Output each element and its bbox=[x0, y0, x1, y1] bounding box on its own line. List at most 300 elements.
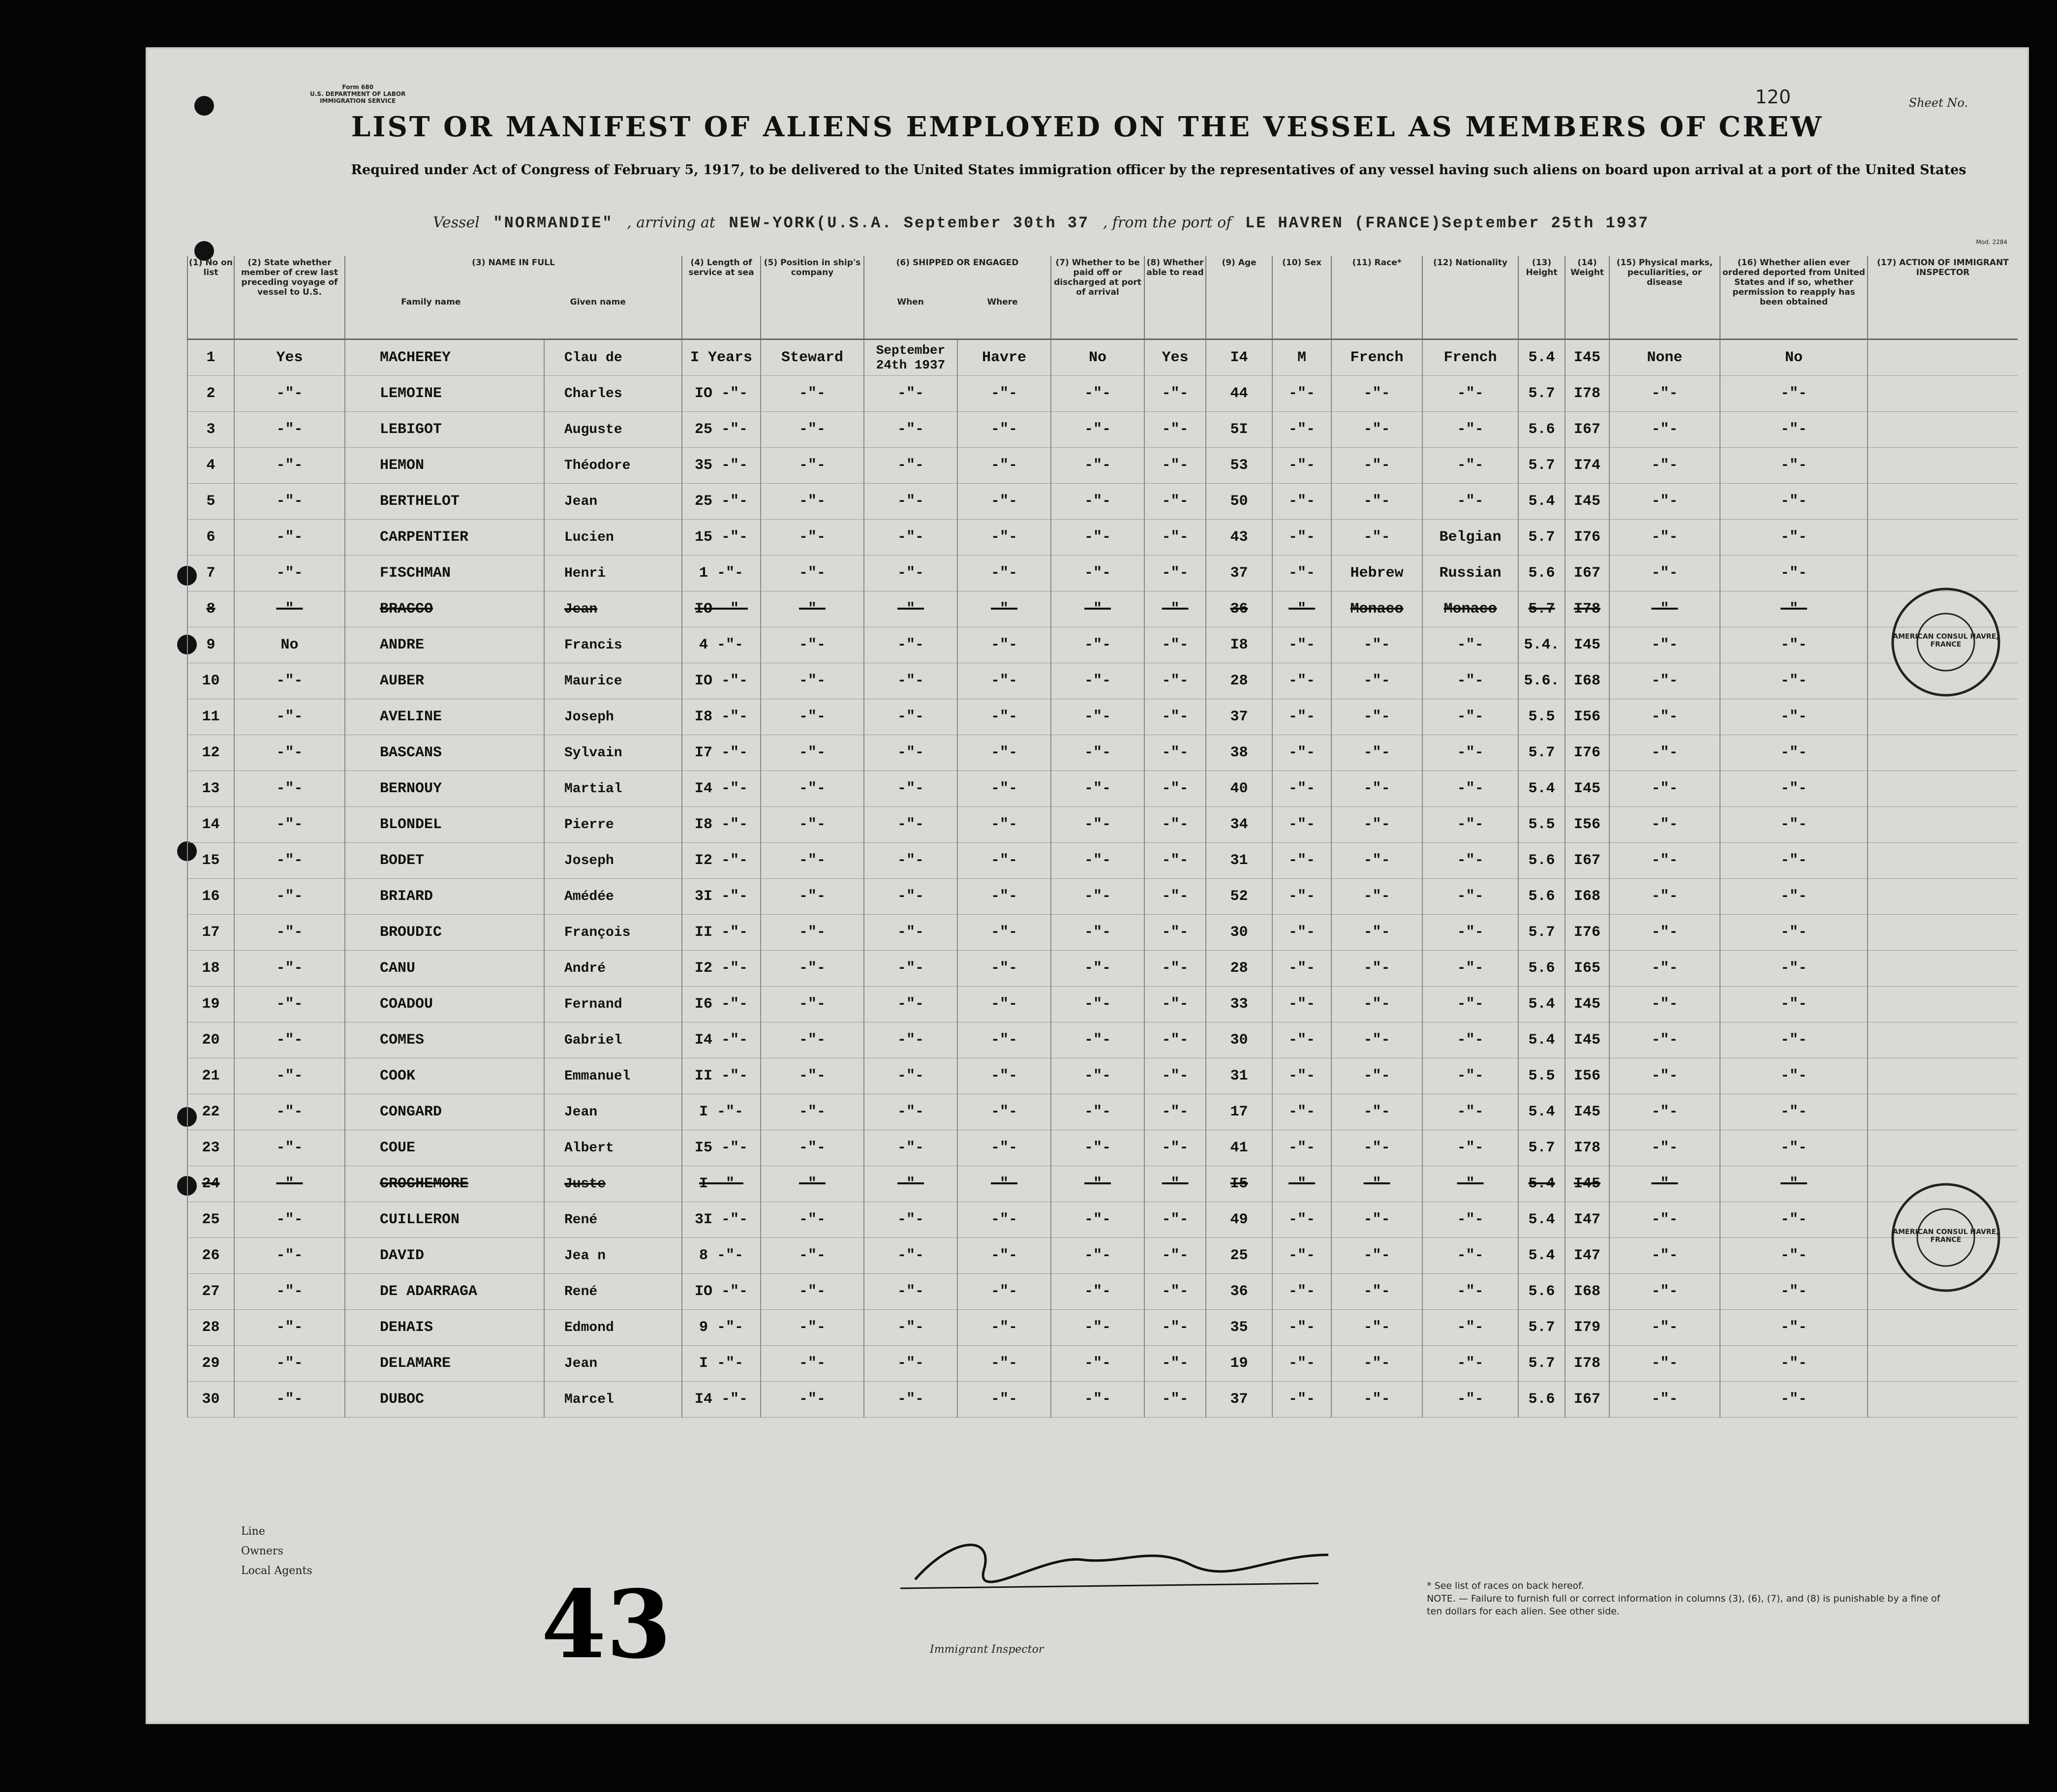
paid-off-cell: -"- bbox=[1051, 412, 1144, 448]
shipped-when-cell: -"- bbox=[864, 699, 957, 735]
row-number-cell: 2 bbox=[187, 376, 234, 412]
service-length-cell: I Years bbox=[682, 340, 761, 376]
sex-cell: -"- bbox=[1272, 663, 1331, 699]
form-identifier bbox=[310, 84, 405, 104]
position-cell: -"- bbox=[761, 1202, 864, 1238]
nationality-cell: -"- bbox=[1422, 1166, 1518, 1202]
deported-cell: -"- bbox=[1720, 520, 1868, 556]
table-row bbox=[187, 1166, 2018, 1202]
height-cell: 5.5 bbox=[1518, 699, 1565, 735]
given-name-cell: Charles bbox=[544, 376, 682, 412]
table-row bbox=[187, 663, 2018, 699]
sex-cell: -"- bbox=[1272, 1058, 1331, 1094]
age-cell: 53 bbox=[1206, 448, 1272, 484]
sex-cell: -"- bbox=[1272, 699, 1331, 735]
physical-marks-cell: -"- bbox=[1609, 556, 1720, 591]
race-cell: -"- bbox=[1331, 735, 1422, 771]
weight-cell: I47 bbox=[1565, 1202, 1609, 1238]
nationality-cell: Russian bbox=[1422, 556, 1518, 591]
service-length-cell: I -"- bbox=[682, 1094, 761, 1130]
race-cell: -"- bbox=[1331, 627, 1422, 663]
family-name-cell: CUILLERON bbox=[345, 1202, 544, 1238]
height-cell: 5.7 bbox=[1518, 591, 1565, 627]
paid-off-cell: No bbox=[1051, 340, 1144, 376]
height-cell: 5.6 bbox=[1518, 556, 1565, 591]
family-name-cell: CONGARD bbox=[345, 1094, 544, 1130]
family-name-cell: BROUDIC bbox=[345, 915, 544, 951]
position-cell: -"- bbox=[761, 951, 864, 987]
race-cell: -"- bbox=[1331, 1310, 1422, 1346]
given-name-cell: Joseph bbox=[544, 843, 682, 879]
inspector-action-cell bbox=[1868, 1130, 2018, 1166]
sex-cell: -"- bbox=[1272, 448, 1331, 484]
shipped-where-cell: -"- bbox=[957, 1202, 1051, 1238]
col-header-shipped: (6) SHIPPED OR ENGAGED When Where bbox=[864, 256, 1051, 340]
from-label: , from the port of bbox=[1103, 214, 1232, 231]
able-to-read-cell: -"- bbox=[1144, 1382, 1206, 1418]
physical-marks-cell: -"- bbox=[1609, 879, 1720, 915]
able-to-read-cell: -"- bbox=[1144, 627, 1206, 663]
service-length-cell: I2 -"- bbox=[682, 843, 761, 879]
deported-cell: -"- bbox=[1720, 663, 1868, 699]
able-to-read-cell: -"- bbox=[1144, 556, 1206, 591]
family-name-cell: AVELINE bbox=[345, 699, 544, 735]
sex-cell: -"- bbox=[1272, 807, 1331, 843]
race-cell: -"- bbox=[1331, 879, 1422, 915]
age-cell: 50 bbox=[1206, 484, 1272, 520]
shipped-when-cell: -"- bbox=[864, 987, 957, 1022]
nationality-cell: -"- bbox=[1422, 1022, 1518, 1058]
nationality-cell: -"- bbox=[1422, 699, 1518, 735]
sex-cell: M bbox=[1272, 340, 1331, 376]
weight-cell: I47 bbox=[1565, 1238, 1609, 1274]
col-header-position: (5) Position in ship's company bbox=[761, 256, 864, 340]
race-cell: French bbox=[1331, 340, 1422, 376]
shipped-where-cell: Havre bbox=[957, 340, 1051, 376]
inspector-action-cell bbox=[1868, 448, 2018, 484]
given-name-cell: Fernand bbox=[544, 987, 682, 1022]
immigrant-inspector-label: Immigrant Inspector bbox=[930, 1643, 1044, 1656]
physical-marks-cell: -"- bbox=[1609, 1310, 1720, 1346]
given-name-cell: Francis bbox=[544, 627, 682, 663]
sex-cell: -"- bbox=[1272, 1238, 1331, 1274]
position-cell: -"- bbox=[761, 376, 864, 412]
position-cell: -"- bbox=[761, 879, 864, 915]
shipped-when-cell: -"- bbox=[864, 663, 957, 699]
paid-off-cell: -"- bbox=[1051, 735, 1144, 771]
able-to-read-cell: -"- bbox=[1144, 1058, 1206, 1094]
nationality-cell: -"- bbox=[1422, 1310, 1518, 1346]
nationality-cell: -"- bbox=[1422, 843, 1518, 879]
row-number-cell: 17 bbox=[187, 915, 234, 951]
paid-off-cell: -"- bbox=[1051, 915, 1144, 951]
table-row bbox=[187, 735, 2018, 771]
paid-off-cell: -"- bbox=[1051, 376, 1144, 412]
service-length-cell: 3I -"- bbox=[682, 1202, 761, 1238]
given-name-cell: Jea n bbox=[544, 1238, 682, 1274]
col-header-no: (1) No on list bbox=[187, 256, 234, 340]
crew-status-cell: -"- bbox=[234, 951, 345, 987]
shipped-when-cell: -"- bbox=[864, 1094, 957, 1130]
manifest-subtitle: Required under Act of Congress of February 5, 1917, to be delivered to the United States immigration officer by the representatives of any vessel having such aliens on board upon arrival at a port of the United States bbox=[351, 162, 1966, 178]
row-number-cell: 5 bbox=[187, 484, 234, 520]
inspector-action-cell bbox=[1868, 771, 2018, 807]
col-header-crew: (2) State whether member of crew last preceding voyage of vessel to U.S. bbox=[234, 256, 345, 340]
family-name-cell: MACHEREY bbox=[345, 340, 544, 376]
position-cell: -"- bbox=[761, 1166, 864, 1202]
position-cell: -"- bbox=[761, 735, 864, 771]
row-number-cell: 19 bbox=[187, 987, 234, 1022]
age-cell: 33 bbox=[1206, 987, 1272, 1022]
crew-status-cell: -"- bbox=[234, 1130, 345, 1166]
given-name-cell: Sylvain bbox=[544, 735, 682, 771]
nationality-cell: -"- bbox=[1422, 1094, 1518, 1130]
shipped-when-cell: -"- bbox=[864, 807, 957, 843]
able-to-read-cell: Yes bbox=[1144, 340, 1206, 376]
physical-marks-cell: -"- bbox=[1609, 735, 1720, 771]
deported-cell: -"- bbox=[1720, 627, 1868, 663]
service-length-cell: 35 -"- bbox=[682, 448, 761, 484]
position-cell: -"- bbox=[761, 591, 864, 627]
deported-cell: -"- bbox=[1720, 484, 1868, 520]
paid-off-cell: -"- bbox=[1051, 448, 1144, 484]
physical-marks-cell: -"- bbox=[1609, 807, 1720, 843]
sex-cell: -"- bbox=[1272, 951, 1331, 987]
service-length-cell: I4 -"- bbox=[682, 1382, 761, 1418]
position-cell: -"- bbox=[761, 1022, 864, 1058]
table-header-row bbox=[187, 256, 2018, 340]
family-name-cell: ANDRE bbox=[345, 627, 544, 663]
col-header-deported: (16) Whether alien ever ordered deported from United States and if so, whether permission to reapply has been obtained bbox=[1720, 256, 1868, 340]
able-to-read-cell: -"- bbox=[1144, 1130, 1206, 1166]
shipped-when-cell: -"- bbox=[864, 1166, 957, 1202]
col-header-when: When bbox=[897, 297, 924, 307]
weight-cell: I67 bbox=[1565, 412, 1609, 448]
age-cell: 31 bbox=[1206, 1058, 1272, 1094]
deported-cell: -"- bbox=[1720, 448, 1868, 484]
sex-cell: -"- bbox=[1272, 376, 1331, 412]
nationality-cell: -"- bbox=[1422, 1382, 1518, 1418]
nationality-cell: French bbox=[1422, 340, 1518, 376]
given-name-cell: René bbox=[544, 1202, 682, 1238]
family-name-cell: DELAMARE bbox=[345, 1346, 544, 1382]
crew-status-cell: -"- bbox=[234, 771, 345, 807]
paid-off-cell: -"- bbox=[1051, 484, 1144, 520]
weight-cell: I56 bbox=[1565, 1058, 1609, 1094]
table-row bbox=[187, 1022, 2018, 1058]
col-header-marks: (15) Physical marks, peculiarities, or disease bbox=[1609, 256, 1720, 340]
age-cell: 19 bbox=[1206, 1346, 1272, 1382]
position-cell: -"- bbox=[761, 1094, 864, 1130]
row-number-cell: 8 bbox=[187, 591, 234, 627]
row-number-cell: 20 bbox=[187, 1022, 234, 1058]
local-agents-label: Local Agents bbox=[241, 1565, 312, 1577]
nationality-cell: -"- bbox=[1422, 951, 1518, 987]
able-to-read-cell: -"- bbox=[1144, 520, 1206, 556]
given-name-cell: Martial bbox=[544, 771, 682, 807]
shipped-when-cell: -"- bbox=[864, 627, 957, 663]
inspector-action-cell bbox=[1868, 1058, 2018, 1094]
position-cell: -"- bbox=[761, 987, 864, 1022]
inspector-action-cell bbox=[1868, 1346, 2018, 1382]
height-cell: 5.6 bbox=[1518, 1382, 1565, 1418]
shipped-when-cell: -"- bbox=[864, 735, 957, 771]
deported-cell: -"- bbox=[1720, 1346, 1868, 1382]
race-cell: Hebrew bbox=[1331, 556, 1422, 591]
shipped-where-cell: -"- bbox=[957, 735, 1051, 771]
given-name-cell: Juste bbox=[544, 1166, 682, 1202]
row-number-cell: 14 bbox=[187, 807, 234, 843]
given-name-cell: François bbox=[544, 915, 682, 951]
deported-cell: -"- bbox=[1720, 376, 1868, 412]
inspector-action-cell bbox=[1868, 1094, 2018, 1130]
shipped-when-cell: -"- bbox=[864, 556, 957, 591]
race-cell: -"- bbox=[1331, 1130, 1422, 1166]
col-header-height: (13) Height bbox=[1518, 256, 1565, 340]
row-number-cell: 24 bbox=[187, 1166, 234, 1202]
service-length-cell: I5 -"- bbox=[682, 1130, 761, 1166]
inspector-action-cell bbox=[1868, 1382, 2018, 1418]
deported-cell: -"- bbox=[1720, 1058, 1868, 1094]
nationality-cell: -"- bbox=[1422, 1346, 1518, 1382]
sex-cell: -"- bbox=[1272, 1202, 1331, 1238]
deported-cell: -"- bbox=[1720, 735, 1868, 771]
given-name-cell: Clau de bbox=[544, 340, 682, 376]
sex-cell: -"- bbox=[1272, 1094, 1331, 1130]
weight-cell: I45 bbox=[1565, 340, 1609, 376]
paid-off-cell: -"- bbox=[1051, 879, 1144, 915]
age-cell: 37 bbox=[1206, 699, 1272, 735]
col-header-given: Given name bbox=[570, 297, 626, 307]
position-cell: -"- bbox=[761, 627, 864, 663]
able-to-read-cell: -"- bbox=[1144, 699, 1206, 735]
sex-cell: -"- bbox=[1272, 879, 1331, 915]
row-number-cell: 26 bbox=[187, 1238, 234, 1274]
vessel-line bbox=[433, 214, 1658, 232]
paid-off-cell: -"- bbox=[1051, 771, 1144, 807]
shipped-when-cell: -"- bbox=[864, 412, 957, 448]
service-length-cell: IO -"- bbox=[682, 591, 761, 627]
able-to-read-cell: -"- bbox=[1144, 1346, 1206, 1382]
sex-cell: -"- bbox=[1272, 1022, 1331, 1058]
able-to-read-cell: -"- bbox=[1144, 448, 1206, 484]
shipped-where-cell: -"- bbox=[957, 448, 1051, 484]
row-number-cell: 10 bbox=[187, 663, 234, 699]
race-cell: -"- bbox=[1331, 1166, 1422, 1202]
weight-cell: I45 bbox=[1565, 987, 1609, 1022]
age-cell: 30 bbox=[1206, 1022, 1272, 1058]
service-length-cell: I8 -"- bbox=[682, 807, 761, 843]
race-cell: -"- bbox=[1331, 448, 1422, 484]
age-cell: 25 bbox=[1206, 1238, 1272, 1274]
able-to-read-cell: -"- bbox=[1144, 915, 1206, 951]
given-name-cell: Emmanuel bbox=[544, 1058, 682, 1094]
age-cell: 52 bbox=[1206, 879, 1272, 915]
race-cell: -"- bbox=[1331, 663, 1422, 699]
family-name-cell: DUBOC bbox=[345, 1382, 544, 1418]
deported-cell: -"- bbox=[1720, 1166, 1868, 1202]
age-cell: I8 bbox=[1206, 627, 1272, 663]
family-name-cell: BERTHELOT bbox=[345, 484, 544, 520]
deported-cell: -"- bbox=[1720, 1274, 1868, 1310]
able-to-read-cell: -"- bbox=[1144, 376, 1206, 412]
given-name-cell: Marcel bbox=[544, 1382, 682, 1418]
table-row bbox=[187, 1130, 2018, 1166]
able-to-read-cell: -"- bbox=[1144, 987, 1206, 1022]
sex-cell: -"- bbox=[1272, 556, 1331, 591]
nationality-cell: Belgian bbox=[1422, 520, 1518, 556]
shipped-where-cell: -"- bbox=[957, 771, 1051, 807]
age-cell: 37 bbox=[1206, 1382, 1272, 1418]
crew-status-cell: -"- bbox=[234, 484, 345, 520]
physical-marks-cell: -"- bbox=[1609, 1274, 1720, 1310]
shipped-when-cell: -"- bbox=[864, 1058, 957, 1094]
age-cell: I4 bbox=[1206, 340, 1272, 376]
service-length-cell: I6 -"- bbox=[682, 987, 761, 1022]
table-row bbox=[187, 1058, 2018, 1094]
arriving-label: , arriving at bbox=[627, 214, 715, 231]
crew-status-cell: -"- bbox=[234, 520, 345, 556]
shipped-when-cell: September 24th 1937 bbox=[864, 340, 957, 376]
service-length-cell: I -"- bbox=[682, 1346, 761, 1382]
row-number-cell: 11 bbox=[187, 699, 234, 735]
paid-off-cell: -"- bbox=[1051, 663, 1144, 699]
arrival-port: NEW-YORK(U.S.A. September 30th 37 bbox=[729, 214, 1090, 232]
col-header-sex: (10) Sex bbox=[1272, 256, 1331, 340]
physical-marks-cell: -"- bbox=[1609, 1238, 1720, 1274]
row-number-cell: 22 bbox=[187, 1094, 234, 1130]
service-length-cell: 3I -"- bbox=[682, 879, 761, 915]
given-name-cell: Maurice bbox=[544, 663, 682, 699]
nationality-cell: -"- bbox=[1422, 627, 1518, 663]
nationality-cell: -"- bbox=[1422, 1130, 1518, 1166]
table-row bbox=[187, 376, 2018, 412]
height-cell: 5.4 bbox=[1518, 987, 1565, 1022]
table-row bbox=[187, 1274, 2018, 1310]
weight-cell: I74 bbox=[1565, 448, 1609, 484]
shipped-where-cell: -"- bbox=[957, 412, 1051, 448]
table-row bbox=[187, 591, 2018, 627]
crew-status-cell: -"- bbox=[234, 699, 345, 735]
shipped-where-cell: -"- bbox=[957, 1058, 1051, 1094]
deported-cell: -"- bbox=[1720, 987, 1868, 1022]
weight-cell: I45 bbox=[1565, 771, 1609, 807]
sex-cell: -"- bbox=[1272, 771, 1331, 807]
sex-cell: -"- bbox=[1272, 1274, 1331, 1310]
height-cell: 5.6 bbox=[1518, 951, 1565, 987]
col-header-name: (3) NAME IN FULL Family name Given name bbox=[345, 256, 682, 340]
physical-marks-cell: -"- bbox=[1609, 951, 1720, 987]
physical-marks-cell: -"- bbox=[1609, 1058, 1720, 1094]
race-cell: -"- bbox=[1331, 1382, 1422, 1418]
shipped-when-cell: -"- bbox=[864, 951, 957, 987]
able-to-read-cell: -"- bbox=[1144, 1202, 1206, 1238]
sex-cell: -"- bbox=[1272, 915, 1331, 951]
age-cell: 31 bbox=[1206, 843, 1272, 879]
col-header-where: Where bbox=[987, 297, 1018, 307]
inspector-action-cell bbox=[1868, 340, 2018, 376]
nationality-cell: -"- bbox=[1422, 663, 1518, 699]
nationality-cell: -"- bbox=[1422, 1238, 1518, 1274]
shipped-where-cell: -"- bbox=[957, 951, 1051, 987]
crew-status-cell: -"- bbox=[234, 915, 345, 951]
form-number: Form 680 bbox=[342, 84, 373, 91]
shipped-where-cell: -"- bbox=[957, 915, 1051, 951]
weight-cell: I78 bbox=[1565, 1130, 1609, 1166]
table-row bbox=[187, 807, 2018, 843]
crew-status-cell: -"- bbox=[234, 1310, 345, 1346]
position-cell: -"- bbox=[761, 1382, 864, 1418]
table-row bbox=[187, 627, 2018, 663]
shipped-when-cell: -"- bbox=[864, 915, 957, 951]
height-cell: 5.6 bbox=[1518, 1274, 1565, 1310]
row-number-cell: 13 bbox=[187, 771, 234, 807]
weight-cell: I79 bbox=[1565, 1310, 1609, 1346]
table-row bbox=[187, 1202, 2018, 1238]
sex-cell: -"- bbox=[1272, 1382, 1331, 1418]
height-cell: 5.4 bbox=[1518, 1022, 1565, 1058]
service-length-cell: I2 -"- bbox=[682, 951, 761, 987]
physical-marks-cell: -"- bbox=[1609, 771, 1720, 807]
weight-cell: I68 bbox=[1565, 663, 1609, 699]
family-name-cell: COMES bbox=[345, 1022, 544, 1058]
row-number-cell: 30 bbox=[187, 1382, 234, 1418]
crew-status-cell: -"- bbox=[234, 412, 345, 448]
family-name-cell: COADOU bbox=[345, 987, 544, 1022]
nationality-cell: -"- bbox=[1422, 987, 1518, 1022]
sex-cell: -"- bbox=[1272, 1130, 1331, 1166]
weight-cell: I78 bbox=[1565, 376, 1609, 412]
inspector-action-cell bbox=[1868, 484, 2018, 520]
race-cell: -"- bbox=[1331, 520, 1422, 556]
race-cell: -"- bbox=[1331, 915, 1422, 951]
weight-cell: I67 bbox=[1565, 843, 1609, 879]
family-name-cell: DE ADARRAGA bbox=[345, 1274, 544, 1310]
paid-off-cell: -"- bbox=[1051, 807, 1144, 843]
nationality-cell: -"- bbox=[1422, 879, 1518, 915]
shipped-where-cell: -"- bbox=[957, 1346, 1051, 1382]
nationality-cell: -"- bbox=[1422, 448, 1518, 484]
shipped-where-cell: -"- bbox=[957, 987, 1051, 1022]
weight-cell: I45 bbox=[1565, 1022, 1609, 1058]
paid-off-cell: -"- bbox=[1051, 1094, 1144, 1130]
age-cell: 28 bbox=[1206, 663, 1272, 699]
age-cell: 36 bbox=[1206, 591, 1272, 627]
weight-cell: I68 bbox=[1565, 1274, 1609, 1310]
height-cell: 5.4 bbox=[1518, 484, 1565, 520]
paid-off-cell: -"- bbox=[1051, 520, 1144, 556]
service-length-cell: I7 -"- bbox=[682, 735, 761, 771]
table-row bbox=[187, 1346, 2018, 1382]
physical-marks-cell: -"- bbox=[1609, 376, 1720, 412]
sex-cell: -"- bbox=[1272, 412, 1331, 448]
deported-cell: -"- bbox=[1720, 807, 1868, 843]
family-name-cell: COOK bbox=[345, 1058, 544, 1094]
height-cell: 5.4 bbox=[1518, 771, 1565, 807]
shipped-when-cell: -"- bbox=[864, 448, 957, 484]
height-cell: 5.7 bbox=[1518, 915, 1565, 951]
col-header-nationality: (12) Nationality bbox=[1422, 256, 1518, 340]
paid-off-cell: -"- bbox=[1051, 1166, 1144, 1202]
height-cell: 5.4 bbox=[1518, 1166, 1565, 1202]
paid-off-cell: -"- bbox=[1051, 1022, 1144, 1058]
physical-marks-cell: -"- bbox=[1609, 915, 1720, 951]
age-cell: 17 bbox=[1206, 1094, 1272, 1130]
height-cell: 5.4 bbox=[1518, 1202, 1565, 1238]
inspector-action-cell bbox=[1868, 376, 2018, 412]
weight-cell: I76 bbox=[1565, 735, 1609, 771]
age-cell: 34 bbox=[1206, 807, 1272, 843]
